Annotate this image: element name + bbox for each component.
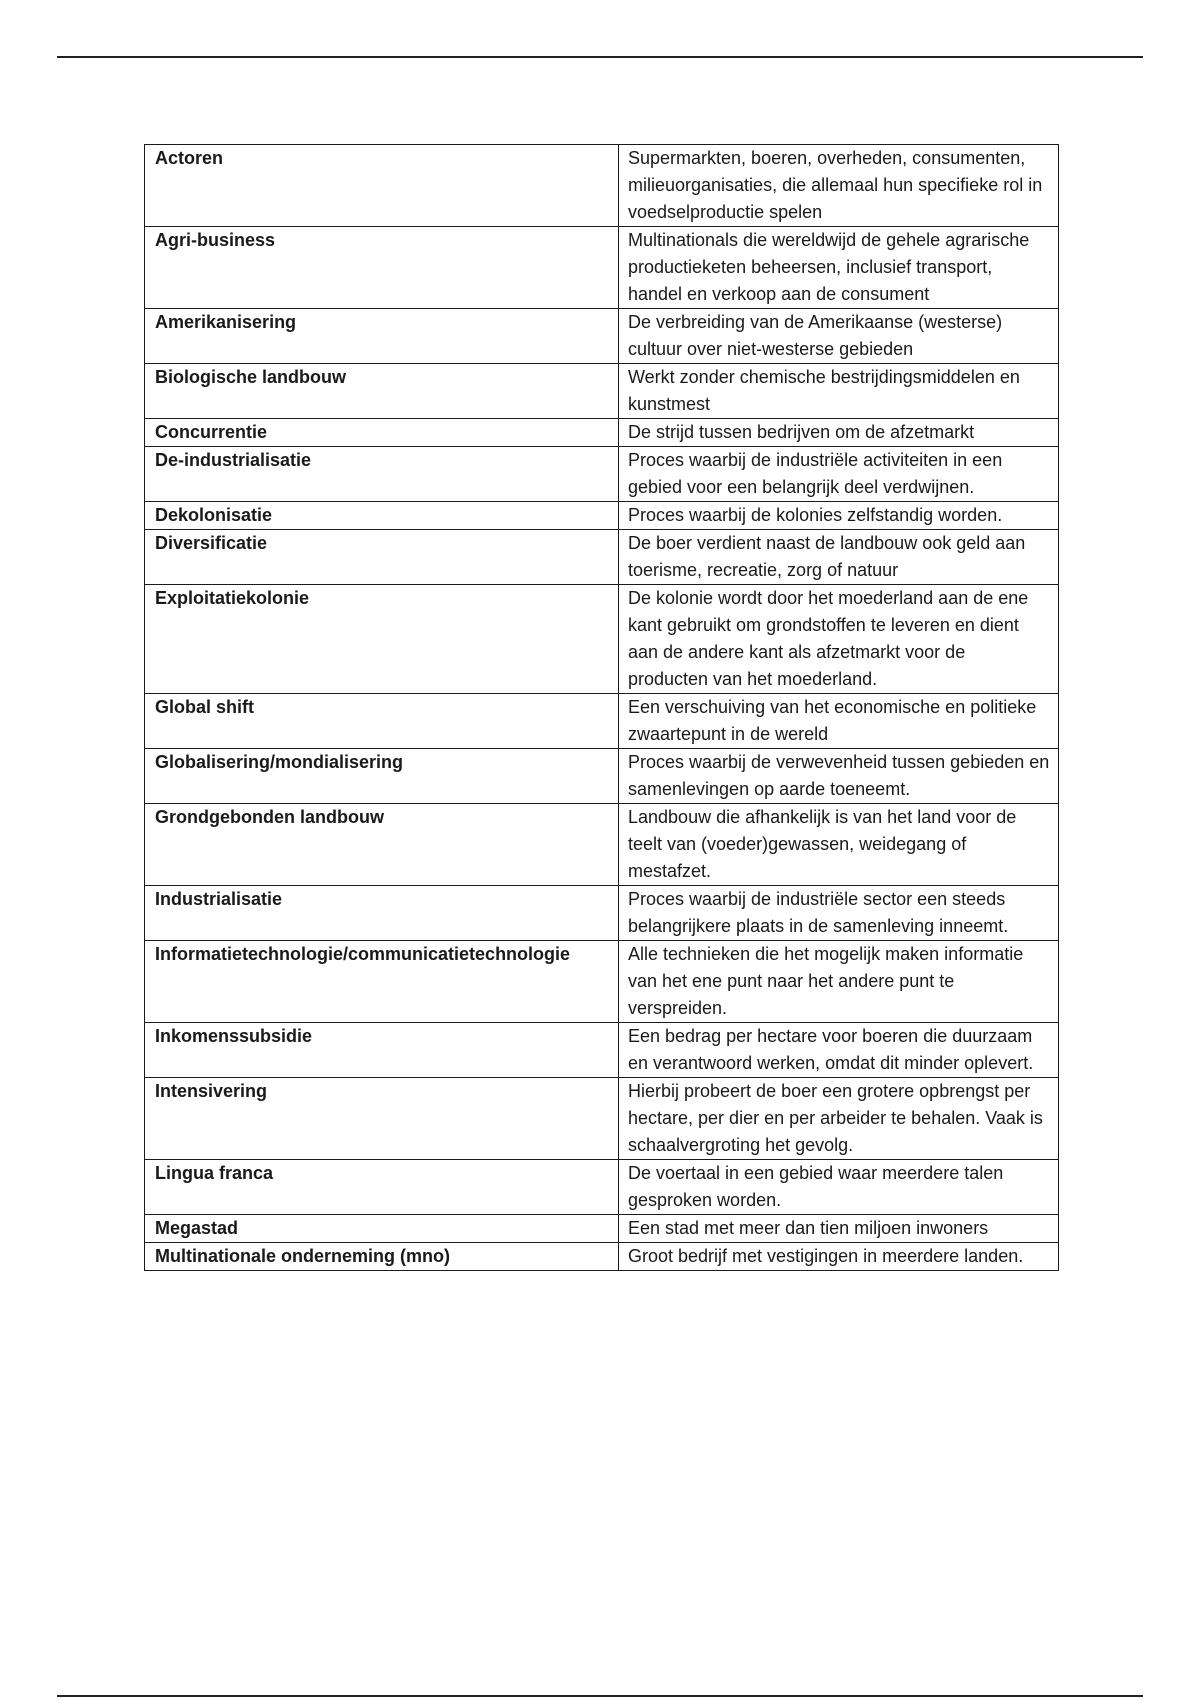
term-cell: Actoren [145,145,619,227]
table-row [145,585,1059,694]
term-cell: Concurrentie [145,419,619,447]
term-cell: Globalisering/mondialisering [145,749,619,804]
term-cell: Grondgebonden landbouw [145,804,619,886]
definition-cell: Alle technieken die het mogelijk maken informatie van het ene punt naar het andere punt te verspreiden. [619,941,1059,1023]
definition-cell: Proces waarbij de kolonies zelfstandig worden. [619,502,1059,530]
table-row [145,530,1059,585]
table-row [145,419,1059,447]
definition-cell: De boer verdient naast de landbouw ook geld aan toerisme, recreatie, zorg of natuur [619,530,1059,585]
term-cell: Diversificatie [145,530,619,585]
table-row [145,364,1059,419]
definition-cell: Multinationals die wereldwijd de gehele agrarische productieketen beheersen, inclusief transport, handel en verkoop aan de consument [619,227,1059,309]
header-rule [57,56,1143,58]
table-row [145,886,1059,941]
term-cell: Inkomenssubsidie [145,1023,619,1078]
definition-cell: De kolonie wordt door het moederland aan de ene kant gebruikt om grondstoffen te leveren en dient aan de andere kant als afzetmarkt voor de producten van het moederland. [619,585,1059,694]
term-cell: Intensivering [145,1078,619,1160]
table-row [145,1023,1059,1078]
definition-cell: Hierbij probeert de boer een grotere opbrengst per hectare, per dier en per arbeider te behalen. Vaak is schaalvergroting het gevolg. [619,1078,1059,1160]
table-row [145,309,1059,364]
definition-cell: Een bedrag per hectare voor boeren die duurzaam en verantwoord werken, omdat dit minder oplevert. [619,1023,1059,1078]
definition-cell: Proces waarbij de industriële activiteiten in een gebied voor een belangrijk deel verdwijnen. [619,447,1059,502]
term-cell: Exploitatiekolonie [145,585,619,694]
definition-cell: Een stad met meer dan tien miljoen inwoners [619,1215,1059,1243]
definition-cell: Een verschuiving van het economische en politieke zwaartepunt in de wereld [619,694,1059,749]
table-row [145,227,1059,309]
term-cell: Amerikanisering [145,309,619,364]
table-row [145,145,1059,227]
definition-cell: De strijd tussen bedrijven om de afzetmarkt [619,419,1059,447]
definition-cell: Groot bedrijf met vestigingen in meerdere landen. [619,1243,1059,1271]
term-cell: Megastad [145,1215,619,1243]
table-row [145,502,1059,530]
table-row [145,447,1059,502]
definition-cell: De voertaal in een gebied waar meerdere talen gesproken worden. [619,1160,1059,1215]
term-cell: Industrialisatie [145,886,619,941]
table-row [145,1160,1059,1215]
table-row [145,749,1059,804]
definition-cell: Proces waarbij de verwevenheid tussen gebieden en samenlevingen op aarde toeneemt. [619,749,1059,804]
table-row [145,1215,1059,1243]
table-row [145,1078,1059,1160]
term-cell: Dekolonisatie [145,502,619,530]
table-row [145,694,1059,749]
table-row [145,804,1059,886]
table-row [145,941,1059,1023]
term-cell: Informatietechnologie/communicatietechnologie [145,941,619,1023]
term-cell: Multinationale onderneming (mno) [145,1243,619,1271]
footer-rule [57,1695,1143,1697]
definition-cell: Supermarkten, boeren, overheden, consumenten, milieuorganisaties, die allemaal hun specifieke rol in voedselproductie spelen [619,145,1059,227]
term-cell: De-industrialisatie [145,447,619,502]
glossary-table [144,144,1059,1271]
table-row [145,1243,1059,1271]
definition-cell: Landbouw die afhankelijk is van het land voor de teelt van (voeder)gewassen, weidegang of mestafzet. [619,804,1059,886]
term-cell: Lingua franca [145,1160,619,1215]
term-cell: Global shift [145,694,619,749]
definition-cell: Proces waarbij de industriële sector een steeds belangrijkere plaats in de samenleving inneemt. [619,886,1059,941]
definition-cell: Werkt zonder chemische bestrijdingsmiddelen en kunstmest [619,364,1059,419]
term-cell: Biologische landbouw [145,364,619,419]
definition-cell: De verbreiding van de Amerikaanse (westerse) cultuur over niet-westerse gebieden [619,309,1059,364]
term-cell: Agri-business [145,227,619,309]
